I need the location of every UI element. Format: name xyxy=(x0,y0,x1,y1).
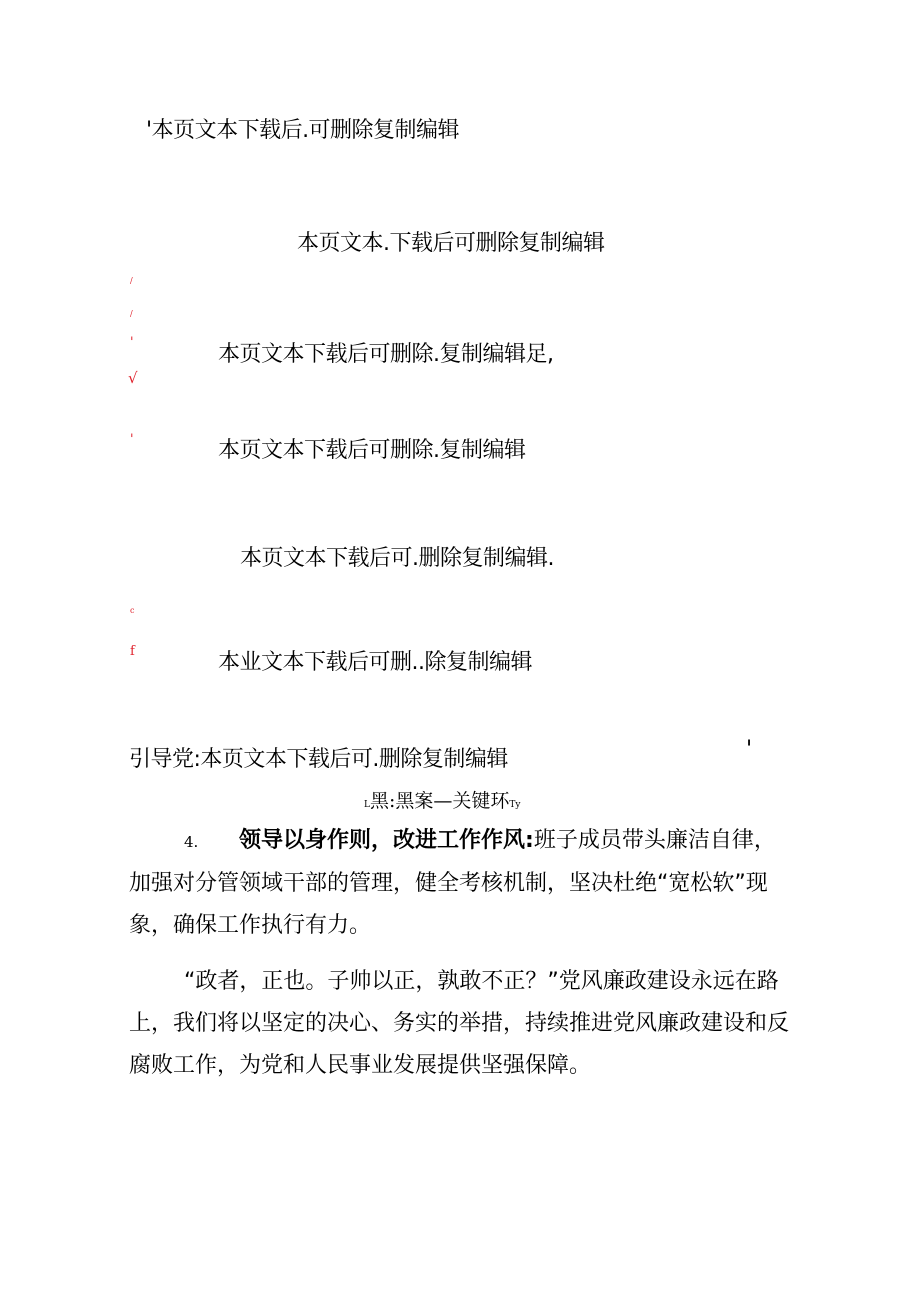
section-4 xyxy=(129,820,809,947)
repeat-line-3: 本页文本下载后可删除.复制编辑 xyxy=(218,438,526,463)
red-mark-2: / xyxy=(130,309,133,318)
repeat-line-1: 本页文本.下载后可删除复制编辑 xyxy=(297,231,605,256)
garbled-suffix: Ty xyxy=(509,800,521,810)
section-body-rest: 加强对分管领域干部的管理，健全考核机制，坚决杜绝“宽松软”现象，确保工作执行有力。 xyxy=(129,871,768,938)
header-text: 本页文本下载后.可删除复制编辑 xyxy=(151,118,460,143)
section-body-first: 班子成员带头廉洁自律， xyxy=(533,828,776,853)
header-line xyxy=(146,113,459,144)
garbled-text: 黑:黑案—关键环 xyxy=(369,790,510,812)
garbled-heading xyxy=(364,786,520,813)
repeat-line-6: 引导党:本页文本下载后可.删除复制编辑 xyxy=(129,747,508,772)
section-4-first-line xyxy=(129,820,809,863)
section-number: 4. xyxy=(184,833,199,851)
repeat-line-2: 本页文本下载后可删除.复制编辑足, xyxy=(218,342,554,367)
red-mark-4: √ xyxy=(128,369,138,387)
red-mark-6: c xyxy=(130,606,135,615)
repeat-line-4: 本页文本下载后可.删除复制编辑. xyxy=(240,546,554,571)
repeat-line-5: 本业文本下载后可删..除复制编辑 xyxy=(218,650,532,675)
header-tick: ' xyxy=(146,118,152,143)
red-mark-5: ' xyxy=(130,432,134,447)
red-mark-1: / xyxy=(130,276,133,285)
garbled-prefix: L xyxy=(364,800,370,810)
closing-paragraph: “政者，正也。子帅以正，孰敢不正？”党风廉政建设永远在路上，我们将以坚定的决心、务实的举措，持续推进党风廉政建设和反腐败工作，为党和人民事业发展提供坚强保障。 xyxy=(129,969,790,1078)
red-mark-7: f xyxy=(130,644,135,659)
section-heading: 领导以身作则，改进工作作风: xyxy=(239,828,534,853)
red-mark-3: ' xyxy=(130,335,134,350)
repeat-line-6-tail: ' xyxy=(746,737,752,762)
